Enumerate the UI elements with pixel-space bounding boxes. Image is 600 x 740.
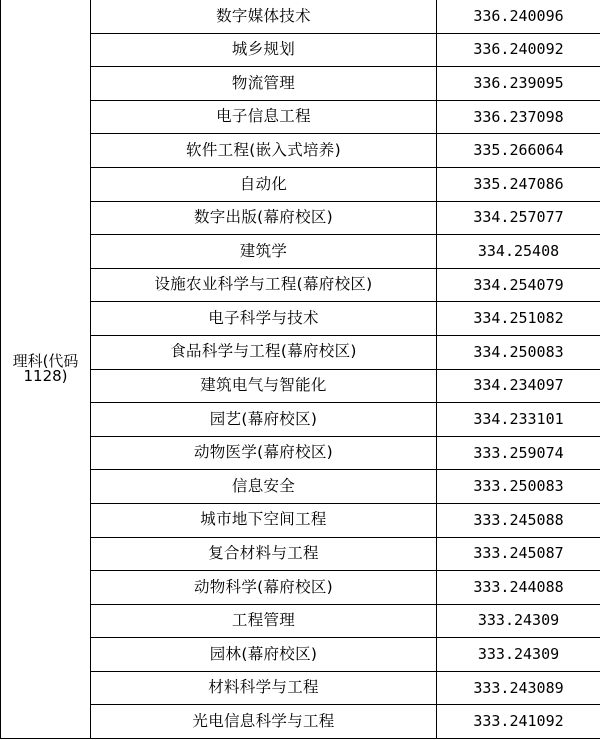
table-row: [1, 302, 600, 336]
major-cell: 园艺(幕府校区): [91, 403, 437, 437]
table-row: [1, 201, 600, 235]
major-cell: 食品科学与工程(幕府校区): [91, 335, 437, 369]
score-cell: 336.239095: [437, 67, 600, 101]
table-row: [1, 604, 600, 638]
table-row: [1, 705, 600, 739]
table-row: [1, 0, 600, 33]
score-cell: 333.241092: [437, 705, 600, 739]
major-cell: 数字媒体技术: [91, 0, 437, 33]
table-row: [1, 33, 600, 67]
major-cell: 城乡规划: [91, 33, 437, 67]
major-cell: 材料科学与工程: [91, 671, 437, 705]
major-cell: 设施农业科学与工程(幕府校区): [91, 268, 437, 302]
table-row: [1, 403, 600, 437]
table-row: [1, 67, 600, 101]
score-cell: 334.254079: [437, 268, 600, 302]
score-cell: 333.244088: [437, 571, 600, 605]
score-cell: 336.237098: [437, 100, 600, 134]
table-row: [1, 503, 600, 537]
table-row: [1, 671, 600, 705]
major-cell: 电子信息工程: [91, 100, 437, 134]
major-cell: 数字出版(幕府校区): [91, 201, 437, 235]
score-cell: 333.245088: [437, 503, 600, 537]
major-cell: 复合材料与工程: [91, 537, 437, 571]
table-row: [1, 436, 600, 470]
table-row: [1, 335, 600, 369]
major-cell: 光电信息科学与工程: [91, 705, 437, 739]
score-cell: 336.240096: [437, 0, 600, 33]
score-cell: 334.251082: [437, 302, 600, 336]
table-row: [1, 470, 600, 504]
score-cell: 333.250083: [437, 470, 600, 504]
score-cell: 334.234097: [437, 369, 600, 403]
table-row: [1, 537, 600, 571]
table-row: [1, 268, 600, 302]
score-cell: 334.233101: [437, 403, 600, 437]
major-cell: 自动化: [91, 167, 437, 201]
table-row: [1, 235, 600, 269]
category-cell: 理科(代码1128): [1, 0, 91, 739]
major-cell: 建筑电气与智能化: [91, 369, 437, 403]
score-cell: 333.24309: [437, 604, 600, 638]
score-cell: 333.24309: [437, 638, 600, 672]
table-row: [1, 167, 600, 201]
score-cell: 333.245087: [437, 537, 600, 571]
major-cell: 动物科学(幕府校区): [91, 571, 437, 605]
table-row: [1, 134, 600, 168]
score-cell: 336.240092: [437, 33, 600, 67]
score-cell: 335.247086: [437, 167, 600, 201]
table-row: [1, 100, 600, 134]
score-cell: 333.243089: [437, 671, 600, 705]
major-cell: 园林(幕府校区): [91, 638, 437, 672]
major-cell: 工程管理: [91, 604, 437, 638]
major-cell: 物流管理: [91, 67, 437, 101]
major-cell: 动物医学(幕府校区): [91, 436, 437, 470]
table-row: [1, 369, 600, 403]
major-cell: 信息安全: [91, 470, 437, 504]
score-cell: 333.259074: [437, 436, 600, 470]
score-cell: 335.266064: [437, 134, 600, 168]
score-cell: 334.250083: [437, 335, 600, 369]
table-row: [1, 571, 600, 605]
table-row: [1, 638, 600, 672]
major-cell: 建筑学: [91, 235, 437, 269]
major-cell: 电子科学与技术: [91, 302, 437, 336]
table-body: [1, 0, 600, 739]
major-cell: 城市地下空间工程: [91, 503, 437, 537]
major-cell: 软件工程(嵌入式培养): [91, 134, 437, 168]
score-cell: 334.25408: [437, 235, 600, 269]
score-cell: 334.257077: [437, 201, 600, 235]
